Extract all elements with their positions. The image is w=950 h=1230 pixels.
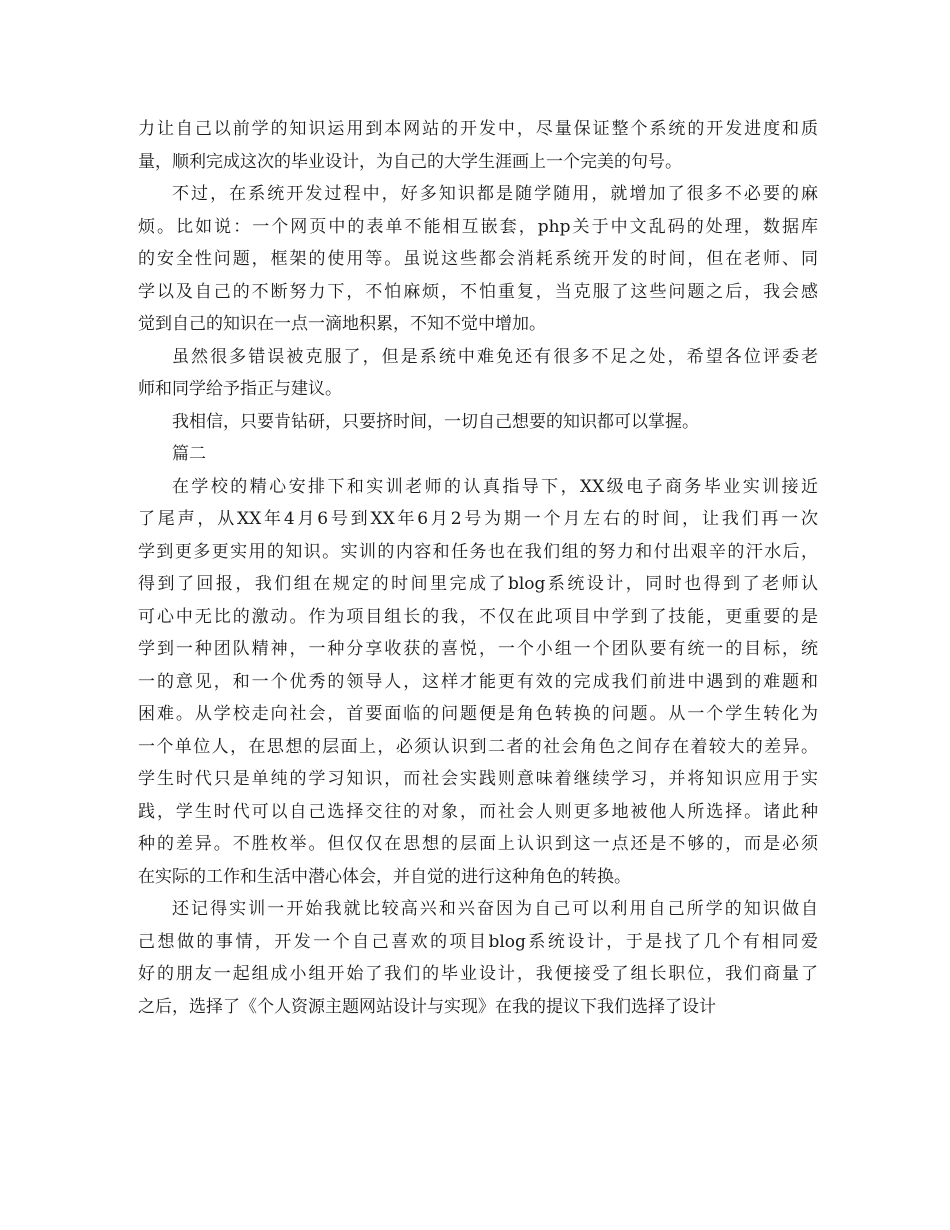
text-line: 篇二 xyxy=(172,444,206,464)
text-line: 一的意见，和一个优秀的领导人，这样才能更有效的完成我们前进中遇到的难题和 xyxy=(138,671,818,692)
paragraph xyxy=(138,471,818,894)
text-line: 我相信，只要肯钻研，只要挤时间，一切自己想要的知识都可以掌握。 xyxy=(172,411,699,432)
text-line: 践，学生时代可以自己选择交往的对象，而社会人则更多地被他人所选择。诸此种 xyxy=(138,801,818,822)
paragraph xyxy=(138,341,818,406)
text-line: 在学校的精心安排下和实训老师的认真指导下，XX级电子商务毕业实训接近 xyxy=(172,476,818,497)
section-heading xyxy=(138,438,818,471)
text-line: 可心中无比的激动。作为项目组长的我，不仅在此项目中学到了技能，更重要的是 xyxy=(138,606,818,627)
paragraph xyxy=(138,178,818,341)
text-line: 之后，选择了《个人资源主题网站设计与实现》在我的提议下我们选择了设计 xyxy=(138,996,716,1017)
text-line: 力让自己以前学的知识运用到本网站的开发中，尽量保证整个系统的开发进度和质 xyxy=(138,119,818,139)
text-line: 己想做的事情，开发一个自己喜欢的项目blog系统设计，于是找了几个有相同爱 xyxy=(138,931,818,952)
text-line: 学生时代只是单纯的学习知识，而社会实践则意味着继续学习，并将知识应用于实 xyxy=(138,769,818,789)
text-line: 觉到自己的知识在一点一滴地积累，不知不觉中增加。 xyxy=(138,314,546,334)
text-line: 师和同学给予指正与建议。 xyxy=(138,379,342,399)
text-line: 好的朋友一起组成小组开始了我们的毕业设计，我便接受了组长职位，我们商量了 xyxy=(138,964,818,984)
text-line: 学到更多更实用的知识。实训的内容和任务也在我们组的努力和付出艰辛的汗水后， xyxy=(138,541,818,562)
text-line: 困难。从学校走向社会，首要面临的问题便是角色转换的问题。从一个学生转化为 xyxy=(138,704,818,724)
text-line: 得到了回报，我们组在规定的时间里完成了blog系统设计，同时也得到了老师认 xyxy=(138,574,818,594)
text-line: 量，顺利完成这次的毕业设计，为自己的大学生涯画上一个完美的句号。 xyxy=(138,151,682,172)
paragraph xyxy=(138,406,818,439)
paragraph xyxy=(138,113,818,178)
paragraph xyxy=(138,893,818,1023)
document-body xyxy=(138,113,818,1023)
text-line: 学以及自己的不断努力下，不怕麻烦，不怕重复，当克服了这些问题之后，我会感 xyxy=(138,281,818,302)
text-line: 烦。比如说：一个网页中的表单不能相互嵌套，php关于中文乱码的处理，数据库 xyxy=(138,216,818,237)
text-line: 种的差异。不胜枚举。但仅仅在思想的层面上认识到这一点还是不够的，而是必须 xyxy=(138,834,818,854)
text-line: 虽然很多错误被克服了，但是系统中难免还有很多不足之处，希望各位评委老 xyxy=(172,346,818,367)
text-line: 一个单位人，在思想的层面上，必须认识到二者的社会角色之间存在着较大的差异。 xyxy=(138,736,818,757)
text-line: 了尾声，从XX年4月6号到XX年6月2号为期一个月左右的时间，让我们再一次 xyxy=(138,509,818,529)
text-line: 还记得实训一开始我就比较高兴和兴奋因为自己可以利用自己所学的知识做自 xyxy=(172,899,818,919)
text-line: 的安全性问题，框架的使用等。虽说这些都会消耗系统开发的时间，但在老师、同 xyxy=(138,249,818,269)
text-line: 不过，在系统开发过程中，好多知识都是随学随用，就增加了很多不必要的麻 xyxy=(172,184,818,204)
text-line: 在实际的工作和生活中潜心体会，并自觉的进行这种角色的转换。 xyxy=(138,866,631,887)
text-line: 学到一种团队精神，一种分享收获的喜悦，一个小组一个团队要有统一的目标，统 xyxy=(138,639,818,659)
